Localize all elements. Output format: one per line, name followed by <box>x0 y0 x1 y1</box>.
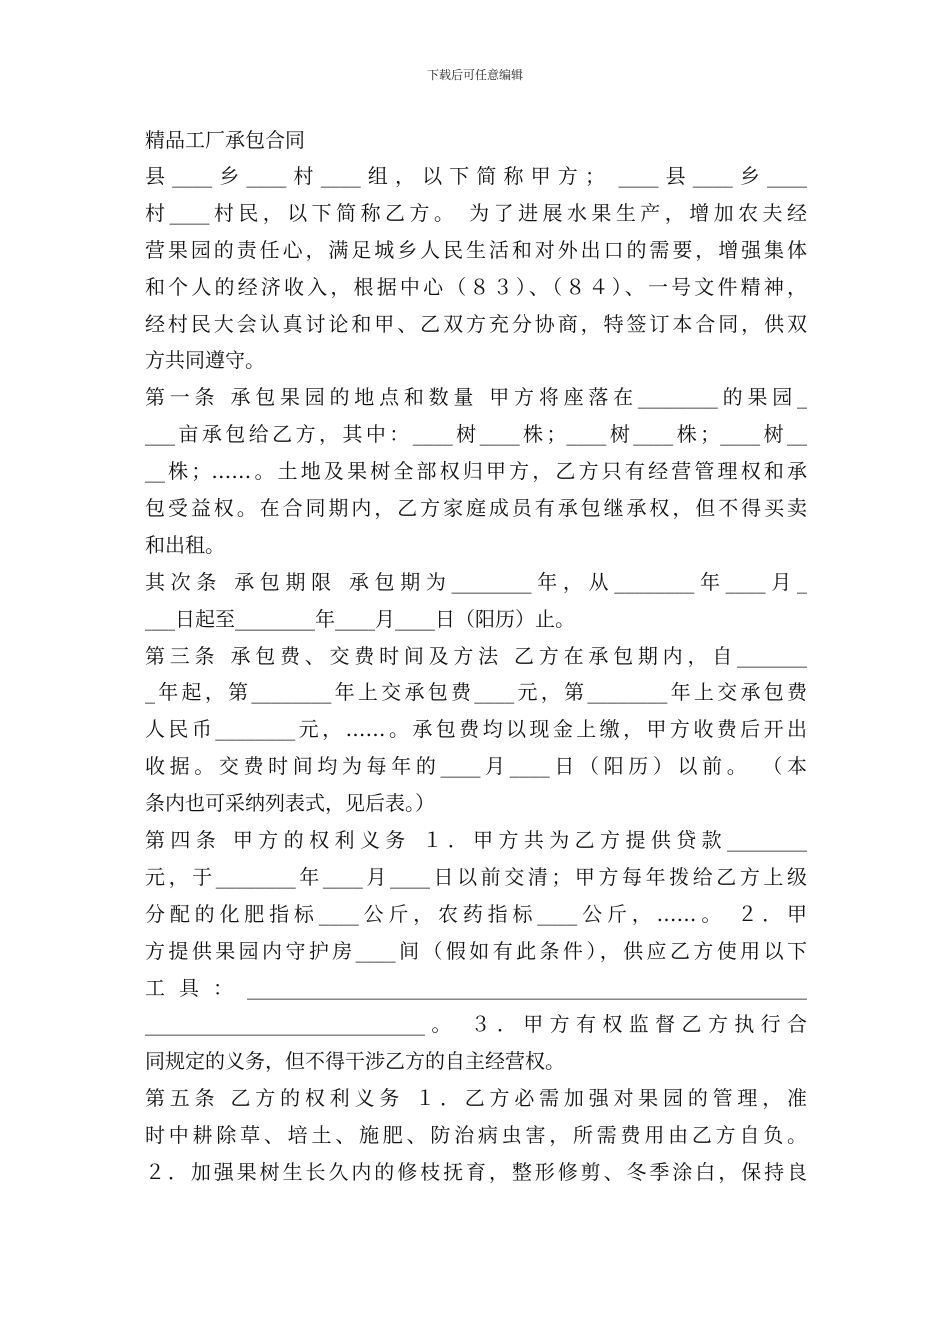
text-line: 县____乡____村____组，以下简称甲方； ____县____乡____ <box>145 164 807 188</box>
text-line: 分配的化肥指标____公斤，农药指标____公斤，……。 ２．甲 <box>145 901 807 926</box>
text-line: 营果园的责任心，满足城乡人民生活和对外出口的需要，增强集体 <box>145 237 807 262</box>
text-line: 时中耕除草、培土、施肥、防治病虫害，所需费用由乙方自负。 <box>145 1123 807 1148</box>
text-line: 经村民大会认真讨论和甲、乙双方充分协商，特签订本合同，供双 <box>145 311 807 336</box>
text-line: ___日起至________年____月____日（阳历）止。 <box>145 606 575 631</box>
text-line: 人民币________元，……。承包费均以现金上缴，甲方收费后开出 <box>145 717 807 742</box>
page-header: 下载后可任意编辑 <box>426 68 523 82</box>
text-line: 和个人的经济收入，根据中心（８３）、（８４）、一号文件精神， <box>145 274 807 299</box>
text-line: 村____村民，以下简称乙方。 为了进展水果生产，增加农夫经 <box>145 200 807 225</box>
text-line: 包受益权。在合同期内，乙方家庭成员有承包继承权，但不得买卖 <box>145 496 807 521</box>
text-line: 元，于________年____月____日以前交清；甲方每年拨给乙方上级 <box>145 864 807 889</box>
text-line: ___亩承包给乙方，其中：____树____株；____树____株；____树__ <box>145 422 807 447</box>
text-line: 同规定的义务，但不得干涉乙方的自主经营权。 <box>145 1049 565 1074</box>
text-line: 第四条 甲方的权利义务 １．甲方共为乙方提供贷款________ <box>145 828 807 853</box>
document-title: 精品工厂承包合同 <box>145 128 305 152</box>
text-line: ２．加强果树生长久内的修枝抚育，整形修剪、冬季涂白，保持良 <box>145 1160 807 1185</box>
text-line: ____________________________。 ３．甲方有权监督乙方执行合 <box>145 1012 807 1037</box>
text-line: 第五条 乙方的权利义务 １．乙方必需加强对果园的管理，准 <box>145 1086 807 1111</box>
text-line: 第三条 承包费、交费时间及方法 乙方在承包期内，自_______ <box>145 643 807 668</box>
text-line: __株；……。土地及果树全部权归甲方，乙方只有经营管理权和承 <box>145 459 807 484</box>
text-line: 和出租。 <box>145 532 225 557</box>
contract-document <box>145 122 807 1191</box>
text-line: 方共同遵守。 <box>145 348 265 373</box>
text-line: _年起，第________年上交承包费____元，第________年上交承包费 <box>145 680 807 705</box>
text-line: 工具：________________________________________________________ <box>145 975 807 1000</box>
text-line: 条内也可采纳列表式，见后表。） <box>145 791 435 816</box>
document-body <box>145 158 807 1191</box>
text-line: 其次条 承包期限 承包期为________年，从________年____月_ <box>145 569 807 594</box>
text-line: 方提供果园内守护房____间（假如有此条件），供应乙方使用以下 <box>145 938 807 963</box>
text-line: 收据。交费时间均为每年的____月____日（阳历）以前。 （本 <box>145 754 807 779</box>
text-line: 第一条 承包果园的地点和数量 甲方将座落在________的果园_ <box>145 385 807 410</box>
